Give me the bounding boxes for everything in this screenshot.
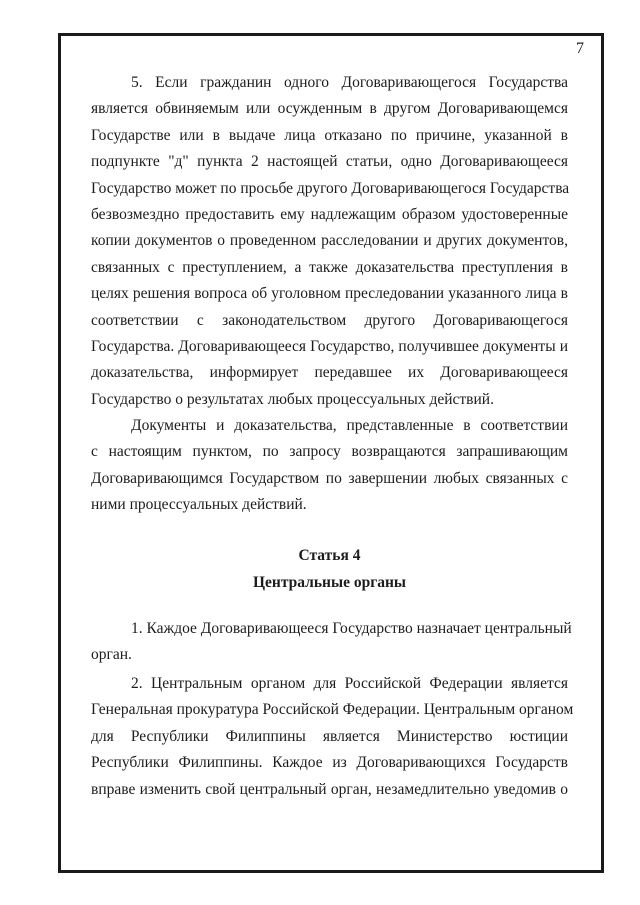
text-line: целях решения вопроса об уголовном преследовании указанного лица в <box>91 285 568 303</box>
text-line: доказательства, информирует передавшее их Договаривающееся <box>91 364 568 382</box>
text-line: безвозмездно предоставить ему надлежащим образом удостоверенные <box>91 205 568 223</box>
text-line: соответствии с законодательством другого Договаривающегося <box>91 311 568 329</box>
text-line: ними процессуальных действий. <box>91 496 307 514</box>
paragraph-5 <box>91 74 568 417</box>
text-line: 1. Каждое Договаривающееся Государство назначает центральный <box>131 620 572 637</box>
clause-2 <box>91 675 574 807</box>
clause-1 <box>91 620 572 673</box>
text-line: 5. Если гражданин одного Договаривающегося Государства <box>131 74 568 91</box>
paragraph-documents <box>91 417 568 523</box>
article-subtitle: Центральные органы <box>252 574 407 591</box>
text-line: с настоящим пунктом, по запросу возвращаются запрашивающим <box>91 443 568 461</box>
text-line: Документы и доказательства, представленные в соответствии <box>131 417 568 434</box>
text-line: Республики Филиппины. Каждое из Договаривающихся Государств <box>91 754 568 772</box>
text-line: Государства. Договаривающееся Государство, получившее документы и <box>91 337 568 355</box>
text-line: орган. <box>91 646 132 664</box>
text-line: вправе изменить свой центральный орган, незамедлительно уведомив о <box>91 780 568 798</box>
text-line: Генеральная прокуратура Российской Федерации. Центральным органом <box>91 701 574 719</box>
text-line: является обвиняемым или осужденным в другом Договаривающемся <box>91 100 568 118</box>
page-number: 7 <box>576 40 584 57</box>
text-line: Договаривающимся Государством по завершении любых связанных с <box>91 469 568 487</box>
text-line: подпункте "д" пункта 2 настоящей статьи, одно Договаривающееся <box>91 153 568 171</box>
text-line: Государство о результатах любых процессуальных действий. <box>91 390 494 408</box>
text-line: связанных с преступлением, а также доказательства преступления в <box>91 258 568 276</box>
text-line: 2. Центральным органом для Российской Федерации является <box>131 675 568 692</box>
text-line: Государстве или в выдаче лица отказано по причине, указанной в <box>91 126 568 144</box>
text-line: копии документов о проведенном расследовании и других документов, <box>91 232 568 250</box>
article-title: Статья 4 <box>298 547 361 564</box>
text-line: Государство может по просьбе другого Договаривающегося Государства <box>91 179 570 197</box>
text-line: для Республики Филиппины является Министерство юстиции <box>91 727 568 745</box>
